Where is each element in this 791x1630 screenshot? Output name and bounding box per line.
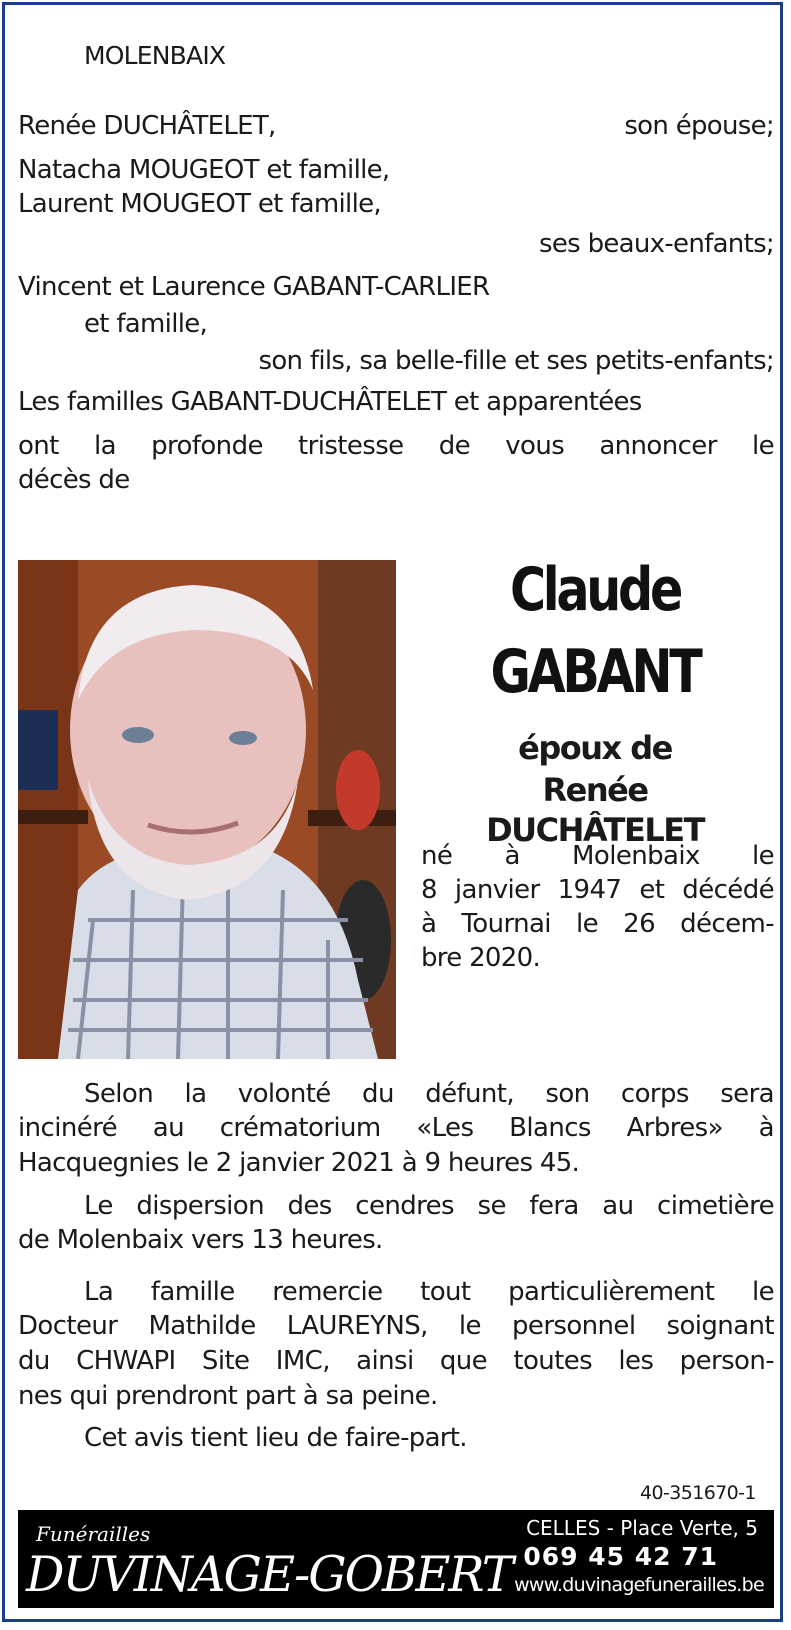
paragraph-3-line-3: du CHWAPI Site IMC, ainsi que toutes les person- <box>18 1346 774 1376</box>
bio-line-3: à Tournai le 26 décem- <box>421 909 774 939</box>
funeral-home-banner <box>18 1510 774 1608</box>
deceased-first-name: Claude <box>509 555 681 625</box>
family-name-1: Renée DUCHÂTELET, <box>18 111 276 141</box>
spouse-line-2: Renée DUCHÂTELET <box>486 771 704 849</box>
bio-line-1: né à Molenbaix le <box>421 841 774 871</box>
funeral-home-name: DUVINAGE-GOBERT <box>26 1546 512 1603</box>
paragraph-1-line-3: Hacquegnies le 2 janvier 2021 à 9 heures 45. <box>18 1148 580 1178</box>
paragraph-3-line-1: La famille remercie tout particulièrement le <box>84 1277 774 1307</box>
family-name-5: Les familles GABANT-DUCHÂTELET et apparentées <box>18 387 642 417</box>
funeral-home-website: www.duvinagefunerailles.be <box>514 1574 764 1596</box>
paragraph-2-line-2: de Molenbaix vers 13 heures. <box>18 1225 383 1255</box>
paragraph-1-line-2: inciné​ré au crématorium «Les Blancs Arbres» à <box>18 1113 774 1143</box>
family-name-3: Laurent MOUGEOT et famille, <box>18 189 381 219</box>
bio-line-4: bre 2020. <box>421 943 541 973</box>
family-name-2: Natacha MOUGEOT et famille, <box>18 155 390 185</box>
reference-number: 40-351670-1 <box>640 1482 756 1504</box>
paragraph-3-line-2: Docteur Mathilde LAUREYNS, le personnel soignant <box>18 1311 774 1341</box>
paragraph-4: Cet avis tient lieu de faire-part. <box>84 1423 467 1453</box>
funeral-label: Funérailles <box>36 1522 151 1546</box>
spouse-line-1: époux de <box>518 729 672 767</box>
announcement-line-1: ont la profonde tristesse de vous annoncer le <box>18 431 774 461</box>
announcement-line-2: décès de <box>18 465 130 495</box>
funeral-home-address: CELLES - Place Verte, 5 <box>526 1516 758 1540</box>
deceased-last-name: GABANT <box>490 637 700 707</box>
family-name-4-cont: et famille, <box>84 309 208 339</box>
deceased-photo <box>18 560 396 1059</box>
funeral-home-phone: 069 45 42 71 <box>523 1542 718 1571</box>
paragraph-2-line-1: Le dispersion des cendres se fera au cimetière <box>84 1191 774 1221</box>
family-relation-1: son épouse; <box>624 111 774 141</box>
town-header: MOLENBAIX <box>84 41 226 70</box>
family-relation-4: son fils, sa belle-fille et ses petits-enfants; <box>258 346 774 376</box>
family-name-4: Vincent et Laurence GABANT-CARLIER <box>18 272 490 302</box>
paragraph-3-line-4: nes qui prendront part à sa peine. <box>18 1381 438 1411</box>
bio-line-2: 8 janvier 1947 et décédé <box>421 875 774 905</box>
paragraph-1-line-1: Selon la volonté du défunt, son corps sera <box>84 1079 774 1109</box>
family-relation-3: ses beaux-enfants; <box>539 229 774 259</box>
